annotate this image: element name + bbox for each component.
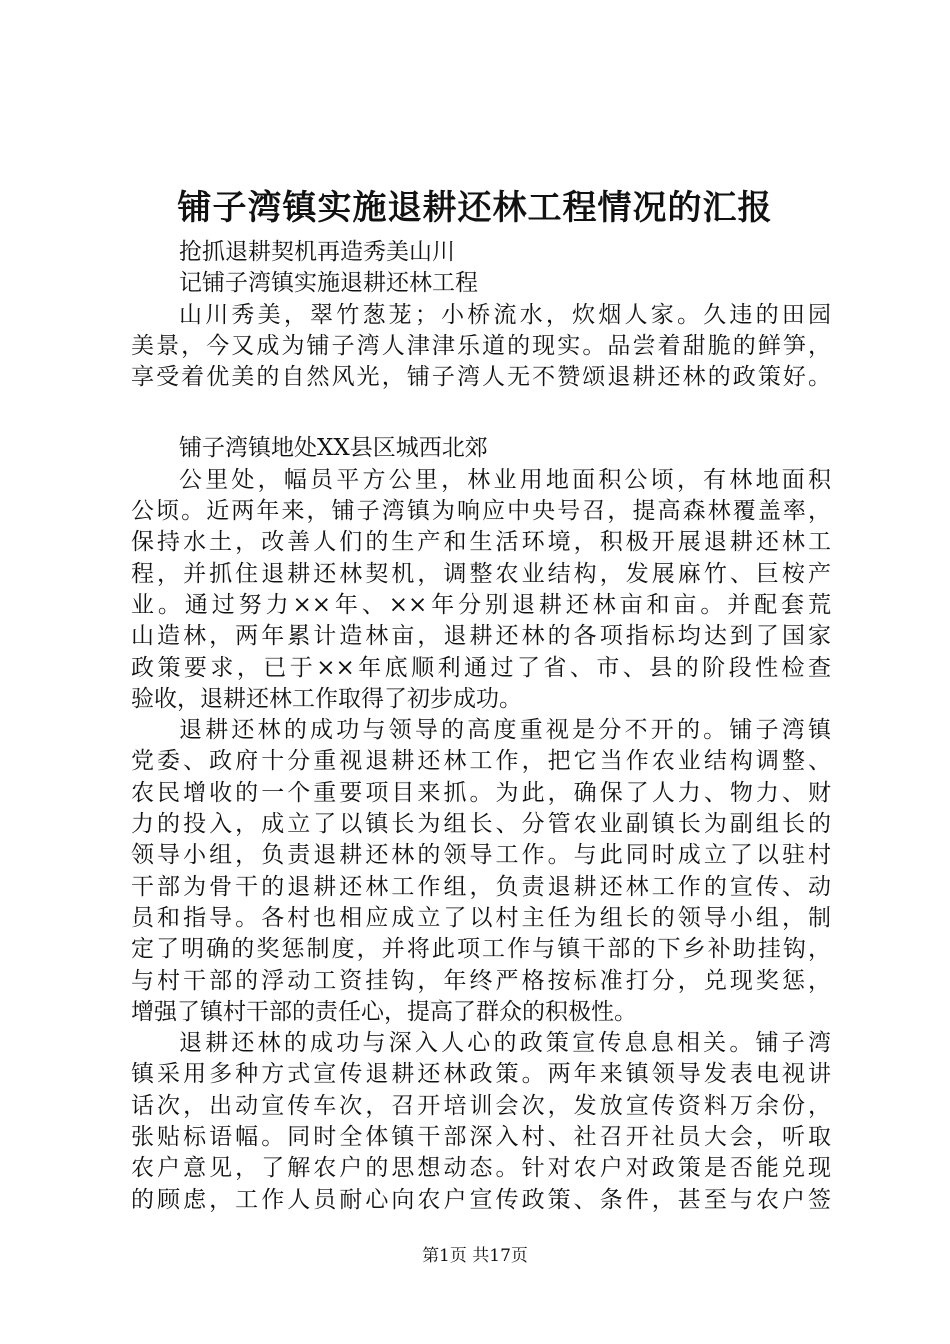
paragraph-line: 保持水土，改善人们的生产和生活环境，积极开展退耕还林工 [131, 529, 831, 556]
paragraph-line: 力的投入，成立了以镇长为组长、分管农业副镇长为副组长的 [131, 811, 831, 838]
paragraph-line: 公里处，幅员平方公里，林业用地面积公顷，有林地面积 [179, 466, 831, 493]
document-title: 铺子湾镇实施退耕还林工程情况的汇报 [177, 188, 773, 228]
paragraph-line: 山造林，两年累计造林亩，退耕还林的各项指标均达到了国家 [131, 623, 831, 650]
paragraph-line: 农户意见，了解农户的思想动态。针对农户对政策是否能兑现 [131, 1155, 831, 1182]
paragraph-line: 定了明确的奖惩制度，并将此项工作与镇干部的下乡补助挂钩， [131, 936, 831, 963]
paragraph-gap [131, 393, 831, 433]
paragraph-line: 张贴标语幅。同时全体镇干部深入村、社召开社员大会，听取 [131, 1124, 831, 1151]
paragraph-line: 退耕还林的成功与领导的高度重视是分不开的。铺子湾镇 [179, 717, 831, 744]
paragraph-line: 与村干部的浮动工资挂钩，年终严格按标准打分，兑现奖惩， [131, 967, 831, 994]
paragraph-line: 业。通过努力××年、××年分别退耕还林亩和亩。并配套荒 [131, 591, 831, 618]
paragraph-line: 话次，出动宣传车次，召开培训会次，发放宣传资料万余份， [131, 1092, 831, 1119]
subtitle-line: 记铺子湾镇实施退耕还林工程 [179, 270, 478, 297]
paragraph-line: 干部为骨干的退耕还林工作组，负责退耕还林工作的宣传、动 [131, 873, 831, 900]
paragraph-line: 政策要求，已于××年底顺利通过了省、市、县的阶段性检查 [131, 654, 831, 681]
paragraph-line: 山川秀美，翠竹葱茏；小桥流水，炊烟人家。久违的田园 [179, 301, 831, 328]
paragraph-line: 领导小组，负责退耕还林的领导工作。与此同时成立了以驻村 [131, 842, 831, 869]
paragraph-line: 验收，退耕还林工作取得了初步成功。 [131, 685, 522, 712]
document-body [131, 237, 831, 1216]
paragraph-line: 退耕还林的成功与深入人心的政策宣传息息相关。铺子湾 [179, 1030, 831, 1057]
paragraph-line: 农民增收的一个重要项目来抓。为此，确保了人力、物力、财 [131, 779, 831, 806]
paragraph-line: 员和指导。各村也相应成立了以村主任为组长的领导小组，制 [131, 904, 831, 931]
paragraph-line: 公顷。近两年来，铺子湾镇为响应中央号召，提高森林覆盖率， [131, 498, 831, 525]
paragraph-line: 党委、政府十分重视退耕还林工作，把它当作农业结构调整、 [131, 748, 831, 775]
paragraph-line: 镇采用多种方式宣传退耕还林政策。两年来镇领导发表电视讲 [131, 1061, 831, 1088]
paragraph-line: 享受着优美的自然风光，铺子湾人无不赞颂退耕还林的政策好。 [131, 364, 831, 391]
paragraph-line: 美景，今又成为铺子湾人津津乐道的现实。品尝着甜脆的鲜笋， [131, 332, 831, 359]
page-number: 第1页 共17页 [422, 1246, 528, 1266]
paragraph-line: 增强了镇村干部的责任心，提高了群众的积极性。 [131, 998, 637, 1025]
paragraph-line: 的顾虑，工作人员耐心向农户宣传政策、条件，甚至与农户签 [131, 1186, 831, 1213]
paragraph-line: 铺子湾镇地处XX县区城西北郊 [179, 435, 488, 462]
paragraph-line: 程，并抓住退耕还林契机，调整农业结构，发展麻竹、巨桉产 [131, 560, 831, 587]
subtitle-line: 抢抓退耕契机再造秀美山川 [179, 239, 455, 265]
